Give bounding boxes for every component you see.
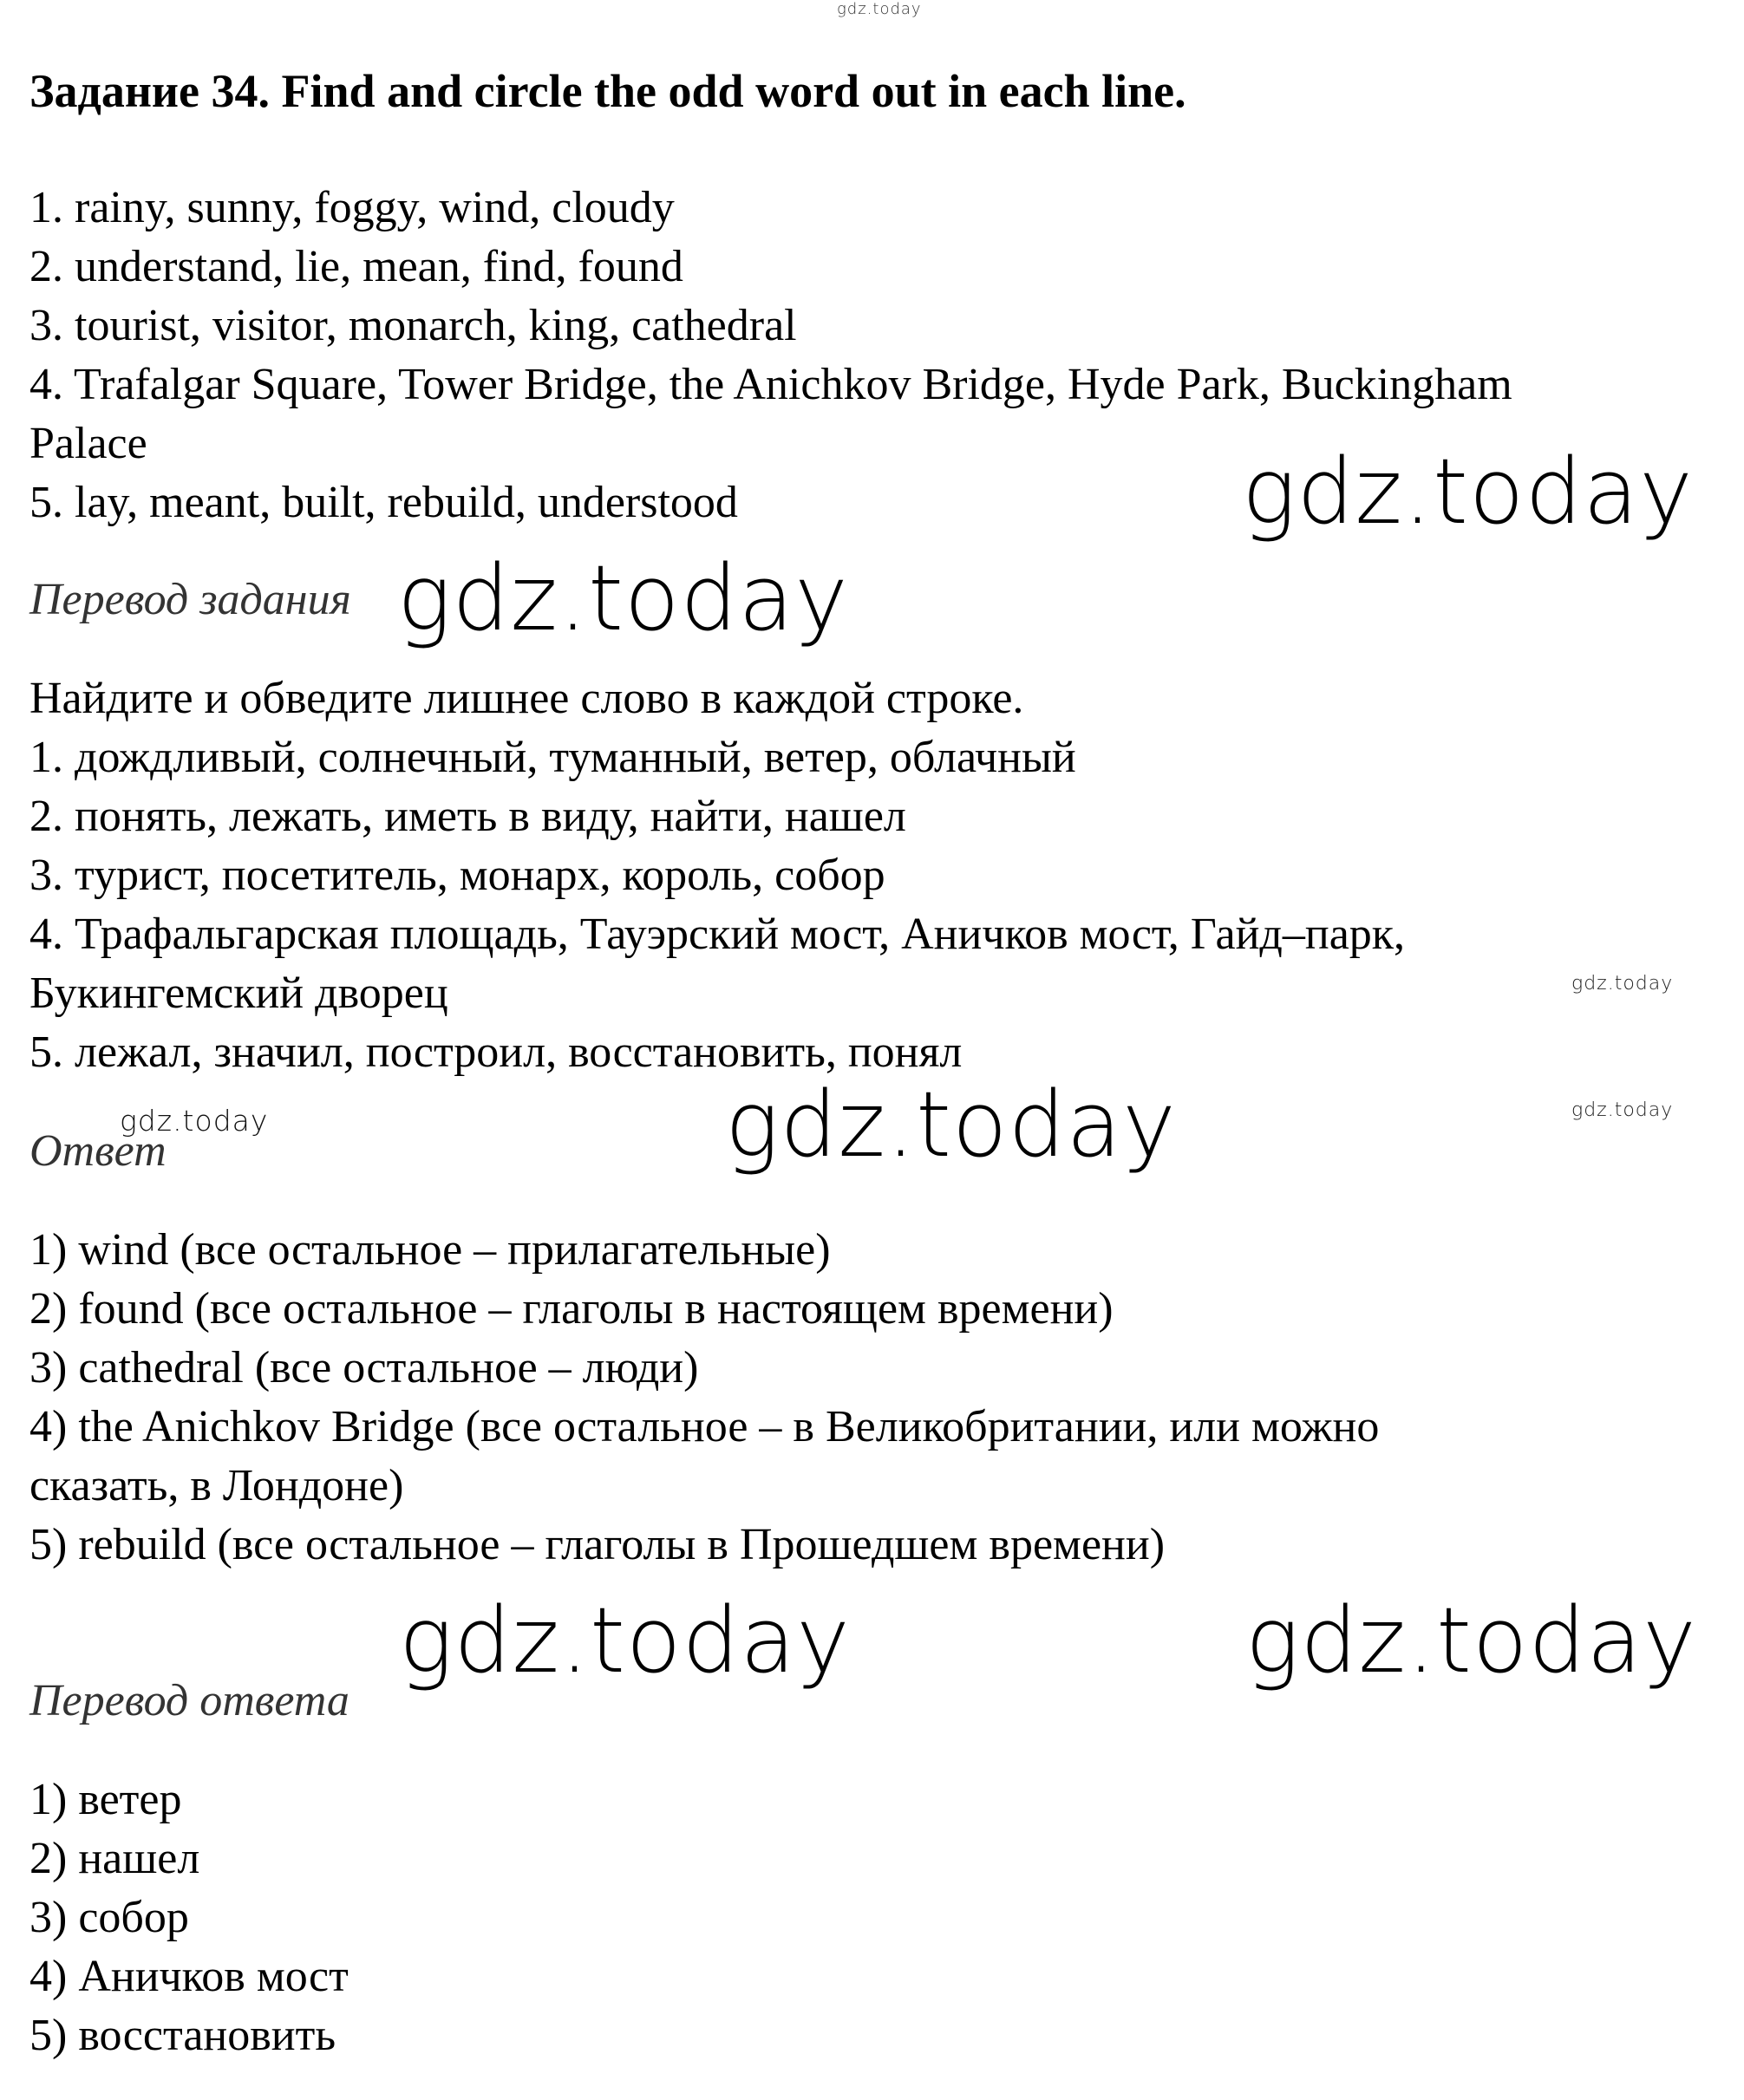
- task-translation-heading: Перевод задания: [29, 575, 351, 624]
- answer-line: сказать, в Лондоне): [29, 1461, 404, 1510]
- watermark-large: gdz.today: [399, 1588, 851, 1693]
- watermark-large: gdz.today: [725, 1072, 1177, 1177]
- answer-line: 2) found (все остальное – глаголы в настоящем времени): [29, 1284, 1114, 1334]
- watermark-small: gdz.today: [1571, 973, 1674, 995]
- translation-line: 4. Трафальгарская площадь, Тауэрский мост, Аничков мост, Гайд–парк,: [29, 910, 1406, 959]
- answer-heading: Ответ: [29, 1126, 167, 1176]
- watermark-large: gdz.today: [1242, 439, 1694, 545]
- answer-line: 1) wind (все остальное – прилагательные): [29, 1225, 831, 1275]
- answer-translation-line: 3) собор: [29, 1893, 189, 1942]
- answer-line: 3) cathedral (все остальное – люди): [29, 1343, 699, 1392]
- task-line: 3. tourist, visitor, monarch, king, cathedral: [29, 301, 797, 350]
- translation-line: 3. турист, посетитель, монарх, король, собор: [29, 851, 885, 900]
- task-title: Задание 34. Find and circle the odd word out in each line.: [29, 65, 1186, 117]
- task-line: 5. lay, meant, built, rebuild, understood: [29, 478, 738, 527]
- answer-translation-heading: Перевод ответа: [29, 1676, 349, 1725]
- answer-translation-line: 4) Аничков мост: [29, 1952, 349, 2001]
- translation-line: Букингемский дворец: [29, 968, 448, 1018]
- translation-line: 2. понять, лежать, иметь в виду, найти, нашел: [29, 792, 906, 841]
- watermark-medium: gdz.today: [120, 1104, 269, 1138]
- watermark-top: gdz.today: [837, 0, 922, 18]
- translation-line: 5. лежал, значил, построил, восстановить, понял: [29, 1027, 963, 1077]
- task-line: 2. understand, lie, mean, find, found: [29, 242, 683, 291]
- task-line: 1. rainy, sunny, foggy, wind, cloudy: [29, 183, 675, 232]
- answer-translation-line: 5) восстановить: [29, 2011, 336, 2060]
- task-line: 4. Trafalgar Square, Tower Bridge, the Anichkov Bridge, Hyde Park, Buckingham: [29, 360, 1512, 409]
- answer-translation-line: 1) ветер: [29, 1775, 182, 1824]
- translation-line: 1. дождливый, солнечный, туманный, ветер, облачный: [29, 733, 1076, 782]
- answer-line: 5) rebuild (все остальное – глаголы в Прошедшем времени): [29, 1520, 1166, 1569]
- answer-line: 4) the Anichkov Bridge (все остальное – в Великобритании, или можно: [29, 1402, 1380, 1451]
- translation-line: Найдите и обведите лишнее слово в каждой строке.: [29, 674, 1024, 723]
- answer-translation-line: 2) нашел: [29, 1834, 200, 1883]
- task-line: Palace: [29, 419, 147, 468]
- watermark-large: gdz.today: [397, 545, 849, 651]
- watermark-large: gdz.today: [1245, 1588, 1697, 1693]
- watermark-small: gdz.today: [1571, 1099, 1674, 1121]
